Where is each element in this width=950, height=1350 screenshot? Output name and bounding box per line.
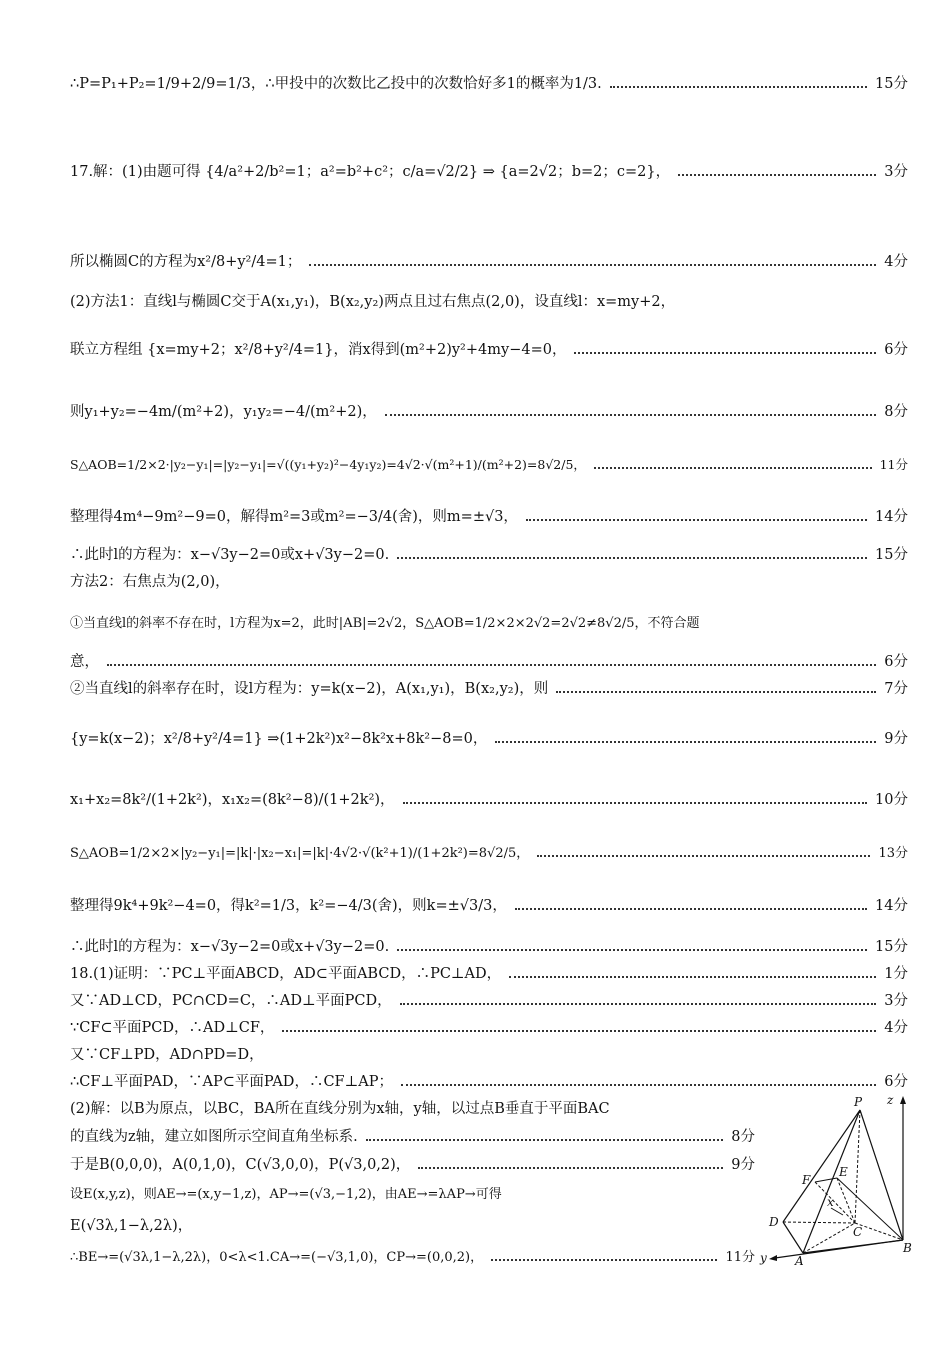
text-line: (2)方法1：直线l与椭圆C交于A(x₁,y₁)，B(x₂,y₂)两点且过右焦点(2,0)，设直线l：x=my+2， <box>70 294 676 310</box>
label-d: D <box>769 1215 779 1229</box>
text-line: ∴BE→=(√3λ,1−λ,2λ)，0<λ<1.CA→=(−√3,1,0)，CP→=(0,0,2)， 11分 <box>70 1250 755 1265</box>
text-line: 方法2：右焦点为(2,0)， <box>70 574 230 590</box>
text-line: ∴此时l的方程为：x−√3y−2=0或x+√3y−2=0. 15分 <box>70 547 908 563</box>
text-line: 所以椭圆C的方程为x²/8+y²/4=1； 4分 <box>70 254 908 270</box>
pyramid-figure <box>755 1090 920 1270</box>
label-x: x <box>827 1195 834 1209</box>
text-line: 于是B(0,0,0)，A(0,1,0)，C(√3,0,0)，P(√3,0,2)， 9分 <box>70 1157 755 1173</box>
text-line: 意， 6分 <box>70 654 908 670</box>
text-line: ②当直线l的斜率存在时，设l方程为：y=k(x−2)，A(x₁,y₁)，B(x₂,y₂)，则 7分 <box>70 681 908 697</box>
label-z: z <box>887 1093 894 1107</box>
label-b: B <box>903 1241 912 1255</box>
text-line: 设E(x,y,z)，则AE→=(x,y−1,z)，AP→=(√3,−1,2)，由AE→=λAP→可得 <box>70 1187 502 1202</box>
label-c: C <box>853 1225 863 1239</box>
label-e: E <box>839 1165 848 1179</box>
text-line: ∵CF⊂平面PCD，∴AD⊥CF， 4分 <box>70 1020 908 1036</box>
text-line: 又∵AD⊥CD，PC∩CD=C，∴AD⊥平面PCD， 3分 <box>70 993 908 1009</box>
label-a: A <box>795 1254 804 1268</box>
text-line: ∴P=P₁+P₂=1/9+2/9=1/3，∴甲投中的次数比乙投中的次数恰好多1的概率为1/3. 15分 <box>70 76 908 92</box>
text-line: S△AOB=1/2×2×|y₂−y₁|=|k|·|x₂−x₁|=|k|·4√2·√(k²+1)/(1+2k²)=8√2/5， 13分 <box>70 846 908 861</box>
text-line: E(√3λ,1−λ,2λ)， <box>70 1218 193 1234</box>
text-line: (2)解：以B为原点，以BC，BA所在直线分别为x轴，y轴，以过点B垂直于平面BAC <box>70 1101 610 1117</box>
text-line: 的直线为z轴，建立如图所示空间直角坐标系. 8分 <box>70 1129 755 1145</box>
text-line: 联立方程组 {x=my+2；x²/8+y²/4=1}，消x得到(m²+2)y²+4my−4=0， 6分 <box>70 342 908 358</box>
text-line: {y=k(x−2)；x²/8+y²/4=1} ⇒(1+2k²)x²−8k²x+8k²−8=0， 9分 <box>70 731 908 747</box>
label-f: F <box>802 1173 811 1187</box>
text-line: S△AOB=1/2×2·|y₂−y₁|=|y₂−y₁|=√((y₁+y₂)²−4y₁y₂)=4√2·√(m²+1)/(m²+2)=8√2/5， 11分 <box>70 457 908 472</box>
text-line: ∴CF⊥平面PAD，∵AP⊂平面PAD，∴CF⊥AP； 6分 <box>70 1074 908 1090</box>
text-line: ①当直线l的斜率不存在时，l方程为x=2，此时|AB|=2√2，S△AOB=1/2×2×2√2=2√2≠8√2/5，不符合题 <box>70 616 700 631</box>
text-line: 则y₁+y₂=−4m/(m²+2)，y₁y₂=−4/(m²+2)， 8分 <box>70 404 908 420</box>
text-line: 18.(1)证明：∵PC⊥平面ABCD，AD⊂平面ABCD，∴PC⊥AD， 1分 <box>70 966 908 982</box>
text-line: ∴此时l的方程为：x−√3y−2=0或x+√3y−2=0. 15分 <box>70 939 908 955</box>
text-line: 整理得9k⁴+9k²−4=0，得k²=1/3，k²=−4/3(舍)，则k=±√3/3， 14分 <box>70 898 908 914</box>
text-line: x₁+x₂=8k²/(1+2k²)，x₁x₂=(8k²−8)/(1+2k²)， 10分 <box>70 792 908 808</box>
text-line: 整理得4m⁴−9m²−9=0，解得m²=3或m²=−3/4(舍)，则m=±√3， 14分 <box>70 509 908 525</box>
label-p: P <box>854 1095 863 1109</box>
text-line: 又∵CF⊥PD，AD∩PD=D， <box>70 1047 264 1063</box>
label-y: y <box>760 1251 767 1265</box>
text-line: 17.解：(1)由题可得 {4/a²+2/b²=1；a²=b²+c²；c/a=√2/2} ⇒ {a=2√2；b=2；c=2}， 3分 <box>70 164 908 180</box>
